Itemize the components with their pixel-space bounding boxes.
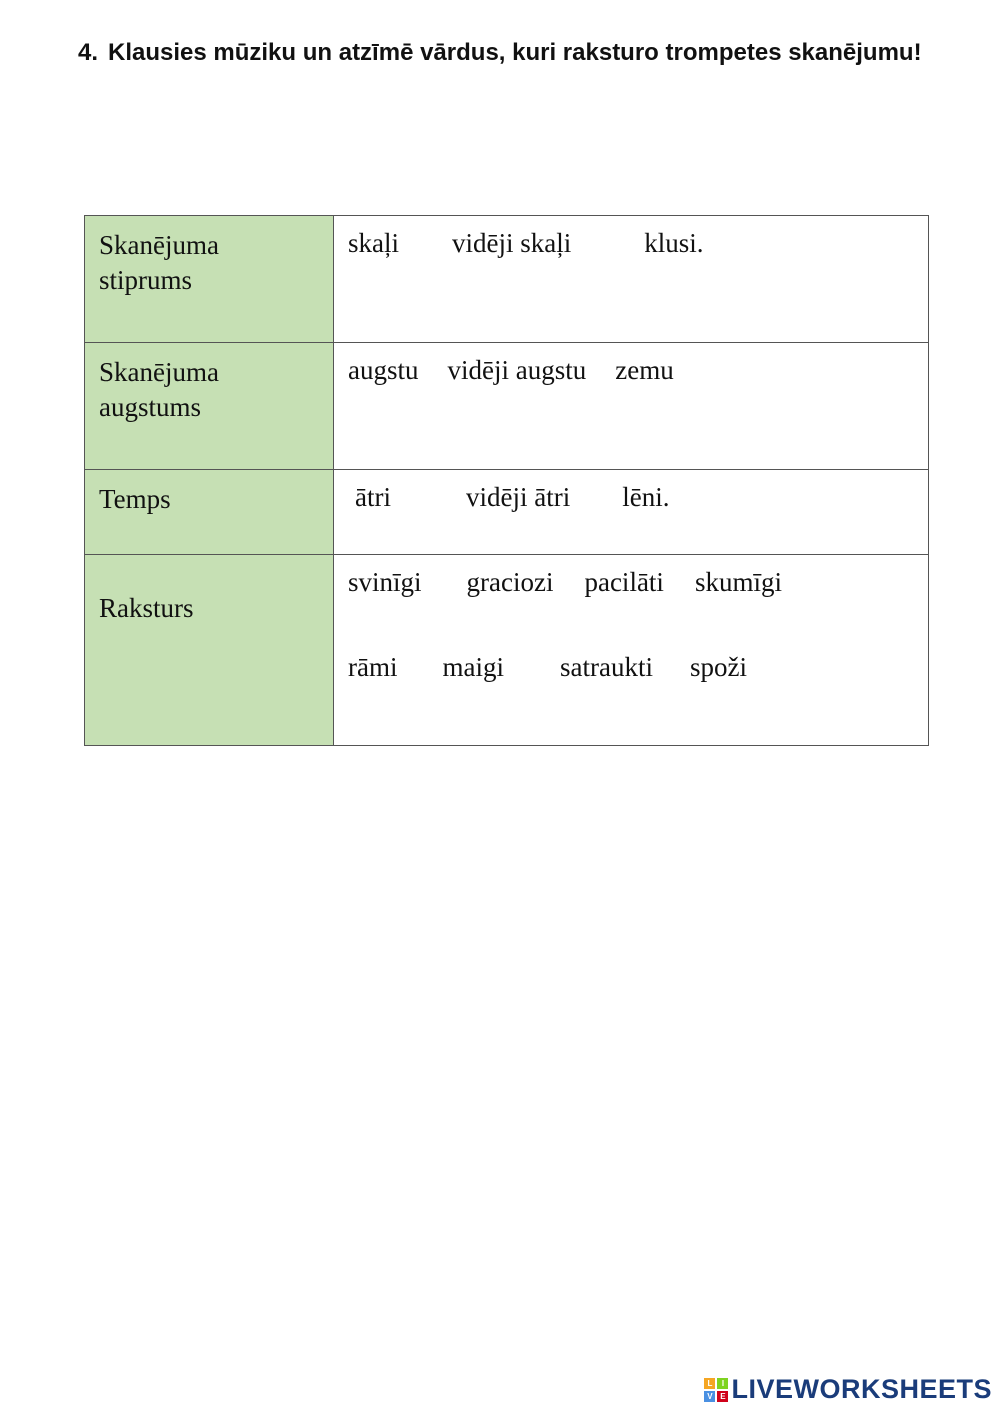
option-word-klusi[interactable]: klusi.: [644, 228, 704, 258]
table-row-volume: [85, 216, 929, 343]
option-line: [334, 600, 928, 685]
option-word-videji-skali[interactable]: vidēji skaļi: [452, 228, 572, 258]
options-cell: [334, 216, 929, 343]
logo-mark-square: L: [704, 1378, 715, 1389]
option-line: [334, 555, 928, 600]
option-word-skali[interactable]: skaļi: [348, 228, 399, 258]
option-word-svinigi[interactable]: svinīgi: [348, 567, 422, 597]
logo-mark-icon: [704, 1378, 728, 1402]
option-line: [334, 470, 928, 515]
options-cell: [334, 470, 929, 555]
row-label-cell: [85, 216, 334, 343]
option-word-augstu[interactable]: augstu: [348, 355, 419, 385]
option-word-pacilati[interactable]: pacilāti: [584, 567, 664, 597]
row-label-cell: [85, 470, 334, 555]
option-word-rami[interactable]: rāmi: [348, 652, 398, 682]
characteristics-table: [84, 215, 929, 746]
question-text: Klausies mūziku un atzīmē vārdus, kuri raksturo trompetes skanējumu!: [108, 39, 922, 66]
row-label-cell: [85, 555, 334, 746]
option-line: [334, 343, 928, 388]
table-row-pitch: [85, 343, 929, 470]
option-line: [334, 216, 928, 261]
option-word-zemu[interactable]: zemu: [615, 355, 674, 385]
option-word-atri[interactable]: ātri: [355, 482, 391, 512]
option-word-spozi[interactable]: spoži: [689, 652, 747, 682]
options-cell: [334, 555, 929, 746]
question-number: 4.: [78, 39, 99, 66]
options-cell: [334, 343, 929, 470]
option-word-graciozi[interactable]: graciozi: [466, 567, 554, 597]
option-word-satraukti[interactable]: satraukti: [559, 652, 653, 682]
row-label-cell: [85, 343, 334, 470]
liveworksheets-logo: [704, 1374, 992, 1405]
row-label: Raksturs: [99, 593, 194, 623]
option-word-skumigi[interactable]: skumīgi: [694, 567, 782, 597]
option-word-maigi[interactable]: maigi: [442, 652, 504, 682]
logo-text: LIVEWORKSHEETS: [731, 1374, 992, 1404]
option-word-videji-augstu[interactable]: vidēji augstu: [447, 355, 587, 385]
table-row-tempo: [85, 470, 929, 555]
question-heading: [78, 36, 938, 69]
option-word-videji-atri[interactable]: vidēji ātri: [465, 482, 571, 512]
logo-mark-square: I: [717, 1378, 728, 1389]
table-row-character: [85, 555, 929, 746]
row-label: Temps: [99, 484, 171, 514]
logo-mark-square: V: [704, 1391, 715, 1402]
option-word-leni[interactable]: lēni.: [622, 482, 670, 512]
row-label: Skanējuma stiprums: [99, 230, 219, 295]
logo-mark-square: E: [717, 1391, 728, 1402]
row-label: Skanējuma augstums: [99, 357, 219, 422]
